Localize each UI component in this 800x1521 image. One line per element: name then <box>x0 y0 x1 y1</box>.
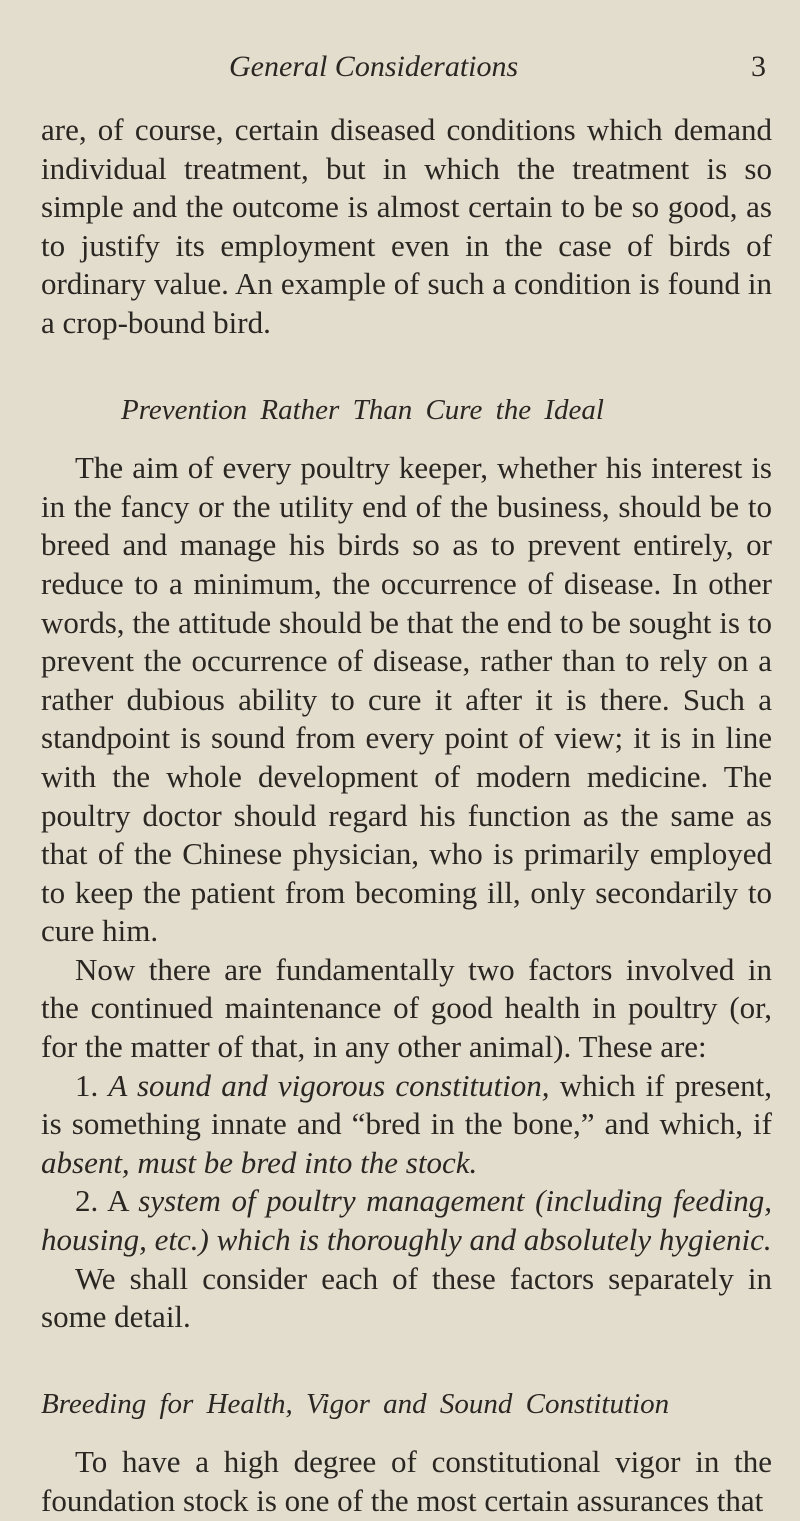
paragraph-vigor: To have a high degree of constitutional vigor in the foundation stock is one of the most certain assurances that <box>41 1444 772 1518</box>
paragraph-continued: are, of course, certain diseased conditions which demand individual treatment, but in which the treatment is so simple and the outcome is almost certain to be so good, as to justify its employment even in the case of birds of ordinary value. An example of such a condition is found in a crop-bound bird. <box>41 112 772 340</box>
list-item-1-emphasis: A sound and vigorous constitution, <box>108 1067 550 1103</box>
paragraph-aim: The aim of every poultry keeper, whether his interest is in the fancy or the utility end of the business, should be to breed and manage his birds so as to prevent entirely, or reduce to a minimum, the occurrence of disease. In other words, the attitude should be that the end to be sought is to prevent the occurrence of disease, rather than to rely on a rather dubious ability to cure it after it is there. Such a standpoint is sound from every point of view; it is in line with the whole development of modern medicine. The poultry doctor should regard his function as the same as that of the Chinese physician, who is primarily employed to keep the patient from becoming ill, only secondarily to cure him. <box>41 450 772 949</box>
list-item-management <box>41 1182 772 1259</box>
running-head <box>41 50 772 90</box>
list-item-1-text: which if present, is something innate and “bred in the bone,” and which, if <box>41 1067 773 1142</box>
section-heading-prevention: Prevention Rather Than Cure the Ideal <box>121 393 604 426</box>
running-head-title: General Considerations <box>229 50 519 83</box>
list-item-constitution <box>41 1067 772 1183</box>
paragraph-consider: We shall consider each of these factors separately in some detail. <box>41 1260 772 1335</box>
list-item-1-emphasis-end: absent, must be bred into the stock. <box>41 1144 478 1180</box>
paragraph-factors: Now there are fundamentally two factors involved in the continued maintenance of good health in poultry (or, for the matter of that, in any other animal). These are: <box>41 951 772 1065</box>
page-number: 3 <box>751 50 766 83</box>
list-item-2-text: A <box>107 1183 128 1219</box>
body-text <box>41 111 772 1521</box>
list-number-2: 2. <box>75 1183 99 1219</box>
list-item-2-emphasis: system of poultry management (including feeding, housing, etc.) which is thoroughly and absolutely hygienic. <box>41 1183 772 1258</box>
list-number-1: 1. <box>75 1067 99 1103</box>
section-heading-breeding: Breeding for Health, Vigor and Sound Constitution <box>41 1387 670 1420</box>
